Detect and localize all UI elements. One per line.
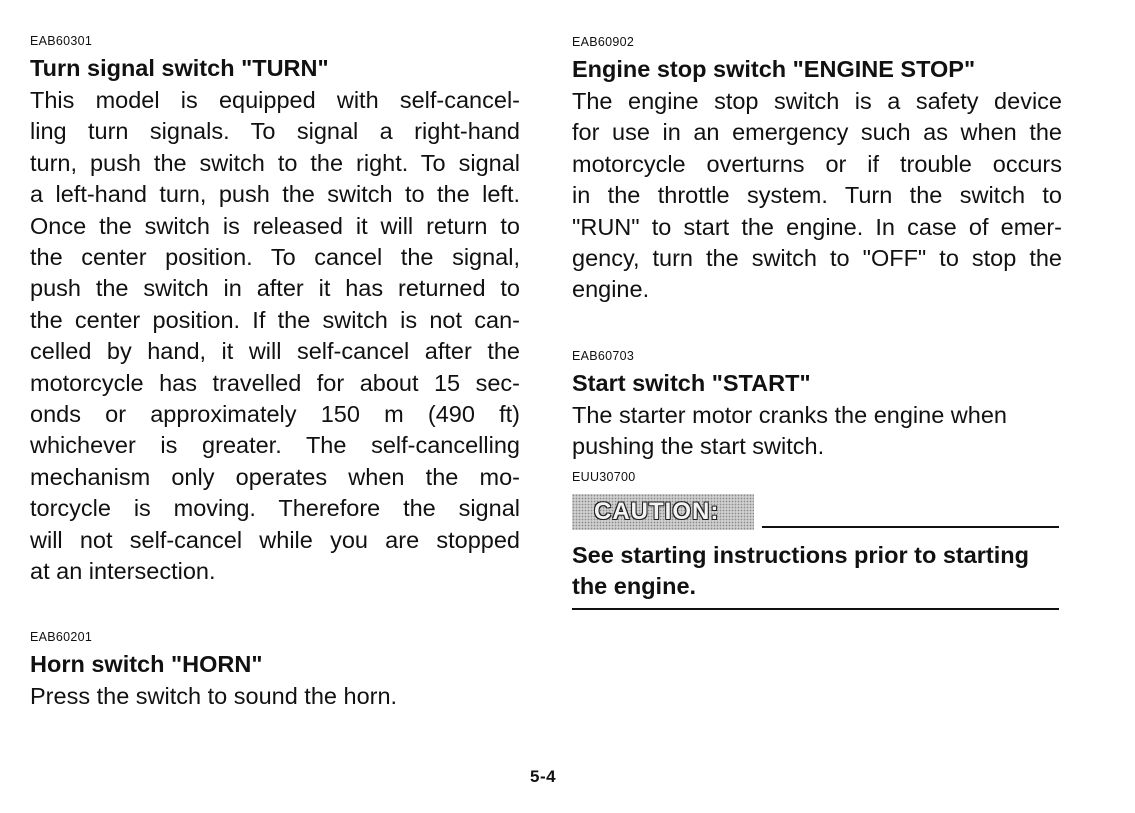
text-line: Press the switch to sound the horn. [30, 683, 398, 709]
section-heading-horn: Horn switch "HORN" [30, 651, 263, 677]
text-line: motorcycle has travelled for about 15 sec- [30, 369, 520, 396]
text-line: Once the switch is released it will return to [30, 212, 520, 239]
section-body-engine-stop [572, 86, 1062, 306]
section-heading-start: Start switch "START" [572, 370, 811, 396]
text-line: push the switch in after it has returned to [30, 275, 520, 302]
text-line: torcycle is moving. Therefore the signal [30, 495, 520, 522]
text-line: "RUN" to start the engine. In case of emer- [572, 213, 1062, 240]
text-line: motorcycle overturns or if trouble occurs [572, 150, 1062, 177]
section-heading-turn: Turn signal switch "TURN" [30, 55, 329, 81]
section-body-turn [30, 85, 520, 588]
text-line: mechanism only operates when the mo- [30, 463, 520, 490]
text-line: the center position. To cancel the signal, [30, 244, 520, 271]
text-line: engine. [572, 276, 650, 303]
text-line: turn, push the switch to the right. To signal [30, 149, 520, 176]
text-line: a left-hand turn, push the switch to the left. [30, 181, 520, 208]
text-line: ling turn signals. To signal a right-hand [30, 118, 520, 145]
text-line: This model is equipped with self-cancel- [30, 87, 520, 113]
text-line: The starter motor cranks the engine when [572, 402, 1007, 428]
section-code: EAB60201 [30, 630, 93, 644]
section-code: EAB60301 [30, 34, 93, 48]
page-number: 5-4 [530, 767, 557, 786]
text-line: celled by hand, it will self-cancel after the [30, 338, 520, 365]
caution-text [572, 540, 1062, 603]
section-code: EAB60703 [572, 349, 635, 363]
text-line: onds or approximately 150 m (490 ft) [30, 401, 520, 428]
text-line: in the throttle system. Turn the switch to [572, 182, 1062, 209]
text-line: will not self-cancel while you are stopped [30, 526, 520, 553]
text-line: whichever is greater. The self-cancelling [30, 432, 520, 459]
section-code: EAB60902 [572, 35, 635, 49]
text-line: for use in an emergency such as when the [572, 119, 1062, 146]
text-line: pushing the start switch. [572, 433, 825, 460]
text-line: The engine stop switch is a safety device [572, 88, 1062, 114]
section-body-horn [30, 681, 520, 712]
text-line: the engine. [572, 573, 697, 600]
text-line: at an intersection. [30, 558, 216, 585]
text-line: the center position. If the switch is not can- [30, 306, 520, 333]
caution-top-rule [762, 526, 1059, 528]
caution-bottom-rule [572, 608, 1059, 610]
section-body-start [572, 400, 1062, 463]
caution-code: EUU30700 [572, 470, 636, 484]
text-line: See starting instructions prior to starting [572, 542, 1029, 568]
section-heading-engine-stop: Engine stop switch "ENGINE STOP" [572, 56, 976, 82]
caution-badge: CAUTION: [572, 494, 754, 530]
text-line: gency, turn the switch to "OFF" to stop the [572, 245, 1062, 272]
